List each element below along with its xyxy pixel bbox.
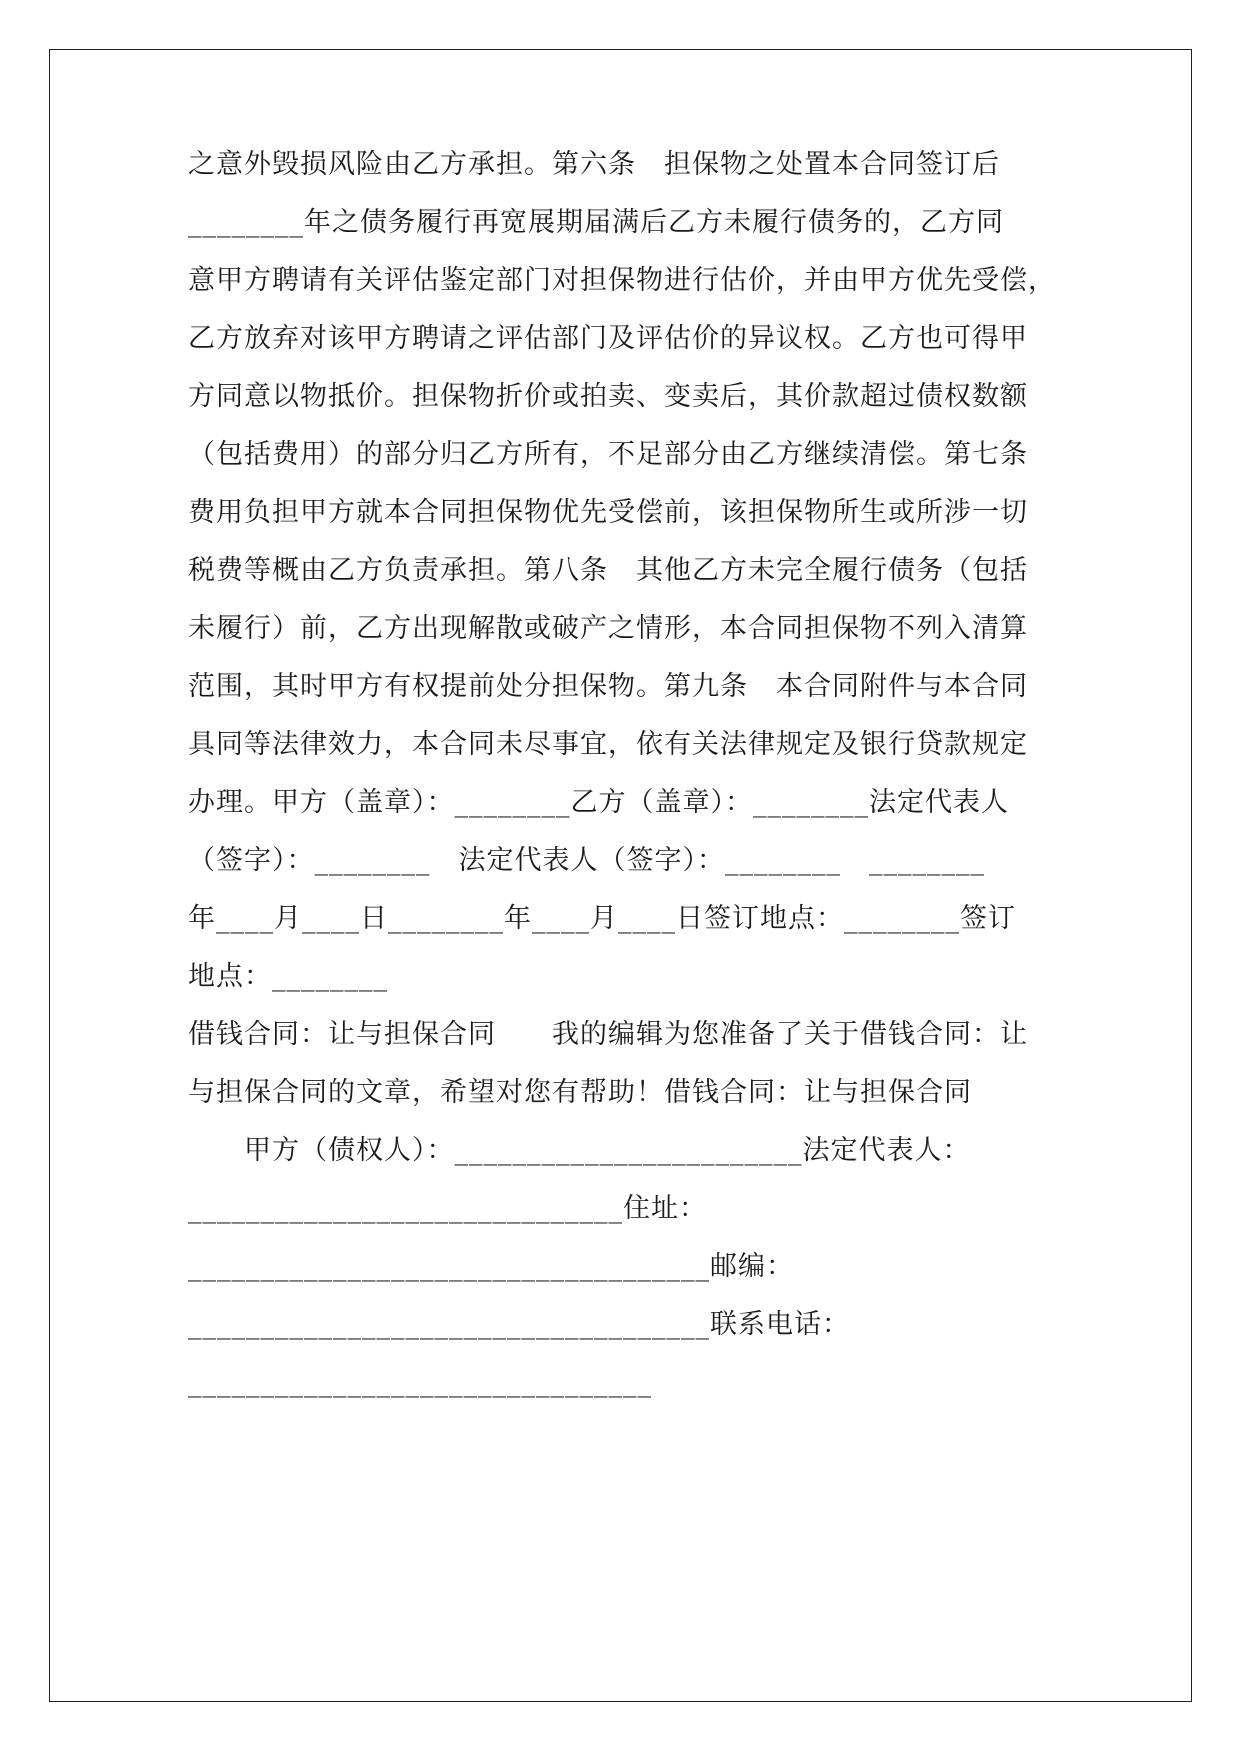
text-line: ________年之债务履行再宽展期届满后乙方未履行债务的，乙方同 (188, 207, 1004, 238)
text-line: （签字）：________ 法定代表人（签字）：________ ________ (188, 845, 985, 876)
text-line: 乙方放弃对该甲方聘请之评估部门及评估价的异议权。乙方也可得甲 (188, 323, 1028, 354)
text-line: 意甲方聘请有关评估鉴定部门对担保物进行估价，并由甲方优先受偿， (188, 265, 1056, 296)
text-line: ______________________________住址： (188, 1193, 707, 1224)
text-line: 方同意以物抵价。担保物折价或拍卖、变卖后，其价款超过债权数额 (188, 381, 1028, 412)
text-line: 借钱合同：让与担保合同 我的编辑为您准备了关于借钱合同：让 (188, 1019, 1028, 1050)
text-line: （包括费用）的部分归乙方所有，不足部分由乙方继续清偿。第七条 (188, 439, 1028, 470)
text-line: 具同等法律效力，本合同未尽事宜，依有关法律规定及银行贷款规定 (188, 729, 1028, 760)
text-line: ____________________________________联系电话： (188, 1309, 850, 1340)
text-line: 与担保合同的文章，希望对您有帮助！借钱合同：让与担保合同 (188, 1077, 972, 1108)
text-line: 地点：________ (188, 961, 388, 992)
text-line: ________________________________ (188, 1367, 652, 1398)
text-line: 甲方（债权人）：________________________法定代表人： (188, 1135, 971, 1166)
text-line: ____________________________________邮编： (188, 1251, 794, 1282)
text-line: 年____月____日________年____月____日签订地点：________签订 (188, 903, 1016, 934)
text-line: 之意外毁损风险由乙方承担。第六条 担保物之处置本合同签订后 (188, 149, 1000, 180)
text-line: 范围，其时甲方有权提前处分担保物。第九条 本合同附件与本合同 (188, 671, 1028, 702)
text-line: 费用负担甲方就本合同担保物优先受偿前，该担保物所生或所涉一切 (188, 497, 1028, 528)
document-body (188, 0, 1088, 1398)
text-line: 税费等概由乙方负责承担。第八条 其他乙方未完全履行债务（包括 (188, 555, 1028, 586)
text-line: 办理。甲方（盖章）：________乙方（盖章）：________法定代表人 (188, 787, 1009, 818)
text-line: 未履行）前，乙方出现解散或破产之情形，本合同担保物不列入清算 (188, 613, 1028, 644)
